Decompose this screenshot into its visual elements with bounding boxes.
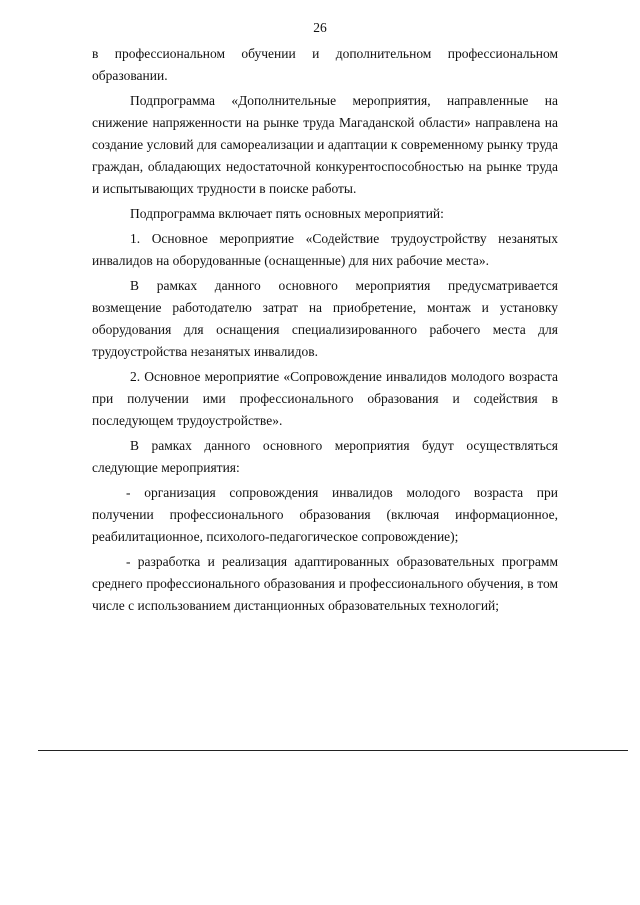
paragraph-measure-1: 1. Основное мероприятие «Содействие трудоустройству незанятых инвалидов на оборудованные (оснащенные) для них рабочие места».	[92, 231, 558, 268]
list-item-support: - организация сопровождения инвалидов молодого возраста при получении профессионального образования (включая информационное, реабилитационное, психолого-педагогическое сопровождение);	[92, 485, 558, 544]
paragraph-measure-2: 2. Основное мероприятие «Сопровождение инвалидов молодого возраста при получении ими профессионального образования и содействия в последующем трудоустройстве».	[92, 369, 558, 428]
paragraph-measure-2-details: В рамках данного основного мероприятия будут осуществляться следующие мероприятия:	[92, 438, 558, 475]
list-item-programs: - разработка и реализация адаптированных образовательных программ среднего профессионального образования и профессионального обучения, в том числе с использованием дистанционных образовательных технологий;	[92, 554, 558, 613]
paragraph-continuation: в профессиональном обучении и дополнительном профессиональном образовании.	[92, 46, 558, 83]
horizontal-rule	[38, 750, 628, 751]
paragraph-subprogram-description: Подпрограмма «Дополнительные мероприятия, направленные на снижение напряженности на рынке труда Магаданской области» направлена на создание условий для самореализации и адаптации к современному рынку труда граждан, обладающих недостаточной конкурентоспособностью на рынке труда и испытывающих трудности в поиске работы.	[92, 93, 558, 196]
paragraph-subprogram-includes: Подпрограмма включает пять основных мероприятий:	[130, 206, 444, 221]
document-body	[92, 43, 558, 620]
page-number: 26	[313, 20, 327, 35]
paragraph-measure-1-details: В рамках данного основного мероприятия предусматривается возмещение работодателю затрат на приобретение, монтаж и установку оборудования для оснащения специализированного рабочего места для трудоустройства незанятых инвалидов.	[92, 278, 558, 359]
